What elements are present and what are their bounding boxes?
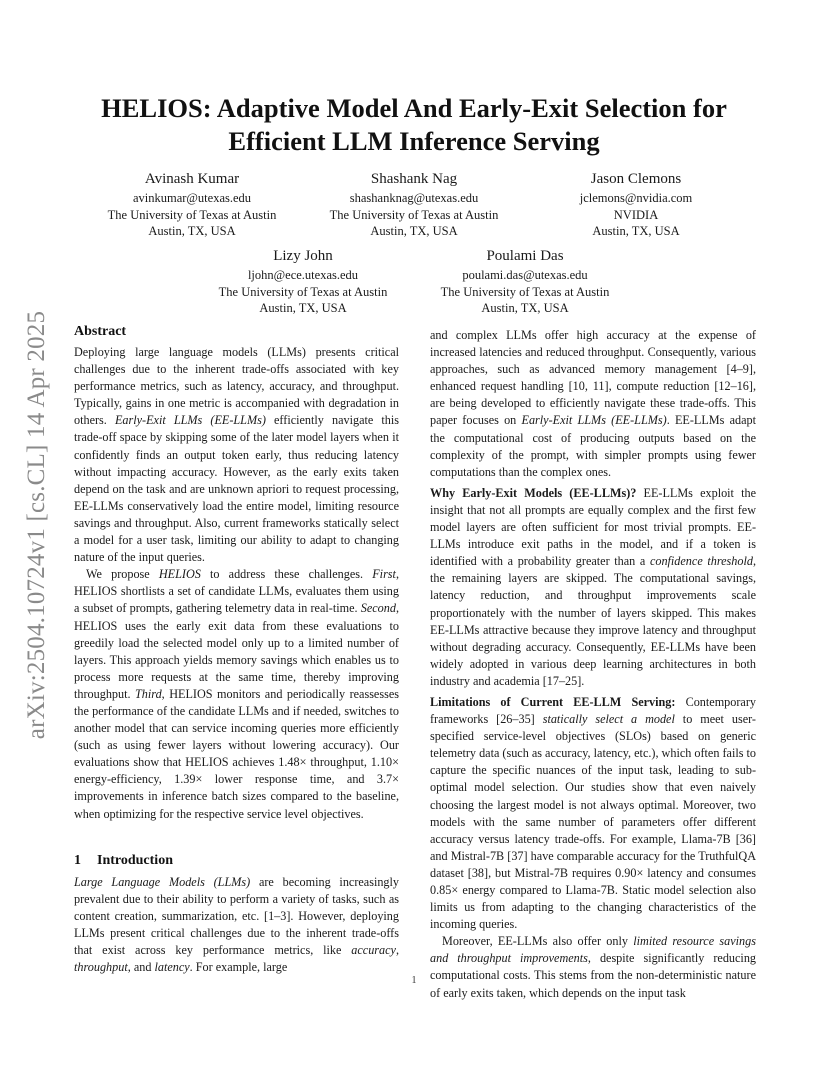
author-email[interactable]: jclemons@nvidia.com xyxy=(579,191,693,205)
arxiv-identifier xyxy=(19,290,55,760)
intro-paragraph: Moreover, EE-LLMs also offer only limited resource savings and throughput improvements, despite significantly reducing computational costs. This stems from the non-deterministic nature of early exits taken, which depends on the input task xyxy=(430,934,757,1000)
author-name: Poulami Das xyxy=(486,248,564,264)
author-name: Jason Clemons xyxy=(590,171,682,187)
author-location: Austin, TX, USA xyxy=(259,301,347,315)
author-block xyxy=(284,170,544,240)
paper-title-line-2: Efficient LLM Inference Serving xyxy=(228,126,600,156)
left-column xyxy=(74,344,399,823)
author-email[interactable]: avinkumar@utexas.edu xyxy=(132,191,252,205)
abstract-paragraph: Deploying large language models (LLMs) presents critical challenges due to the inherent trade-offs associated with key performance metrics, such as latency, accuracy, and throughput. Typically, gains in one metric is accompanied with degradation in others. Early-Exit LLMs (EE-LLMs) efficiently navigate this trade-off space by skipping some of the later model layers when it confidently finds an output token early, thus reducing latency without impacting accuracy. However, as the early exits taken depend on the task and are unknown apriori to request processing, EE-LLMs conservatively load the entire model, limiting resource savings and throughput. Also, current frameworks statically select a model for a user task, limiting our ability to adapt to changing nature of the input queries. xyxy=(74,345,399,565)
page-number: 1 xyxy=(411,975,417,986)
abstract-heading: Abstract xyxy=(74,324,127,339)
introduction-paragraph: Large Language Models (LLMs) are becoming increasingly prevalent due to their ability to perform a variety of tasks, such as content creation, summarization, etc. [1–3]. However, deploying LLMs present critical challenges due to the inherent trade-offs that exist across key performance metrics, like accuracy, throughput, and latency. For example, large xyxy=(74,875,399,975)
paper-title-line-1: HELIOS: Adaptive Model And Early-Exit Selection for xyxy=(101,93,727,123)
author-affiliation: NVIDIA xyxy=(613,207,659,222)
section-title: Introduction xyxy=(97,853,173,868)
paragraph-label: Limitations of Current EE-LLM Serving: xyxy=(430,694,676,709)
author-affiliation: The University of Texas at Austin xyxy=(218,284,388,299)
author-location: Austin, TX, USA xyxy=(481,301,569,315)
arxiv-identifier-text: arXiv:2504.10724v1 [cs.CL] 14 Apr 2025 xyxy=(23,310,51,740)
author-affiliation: The University of Texas at Austin xyxy=(440,284,610,299)
author-name: Lizy John xyxy=(273,248,333,264)
author-location: Austin, TX, USA xyxy=(370,224,458,238)
paragraph-label: Why Early-Exit Models (EE-LLMs)? xyxy=(430,485,637,500)
author-name: Shashank Nag xyxy=(370,171,458,187)
author-location: Austin, TX, USA xyxy=(592,224,680,238)
introduction-heading xyxy=(74,852,173,870)
author-location: Austin, TX, USA xyxy=(148,224,236,238)
author-email[interactable]: poulami.das@utexas.edu xyxy=(462,268,588,282)
author-affiliation: The University of Texas at Austin xyxy=(107,207,277,222)
intro-paragraph: Why Early-Exit Models (EE-LLMs)? EE-LLMs exploit the insight that not all prompts are equally complex and the first few model layers are often sufficient for most trivial prompts. EE-LLMs introduce exit paths in the model, and if a token is identified with a probability greater than a confidence threshold, the remaining layers are skipped. The computational savings, latency reduction, and throughput improvements scale proportionately with the number of layers skipped. This makes EE-LLMs attractive because they improve latency and throughput without degrading accuracy. Consequently, EE-LLMs have been widely adopted in various deep learning architectures in both industry and academia [17–25]. xyxy=(430,485,756,688)
right-column xyxy=(430,327,756,1002)
author-block xyxy=(395,247,655,317)
abstract-paragraph: We propose HELIOS to address these challenges. First, HELIOS shortlists a set of candidate LLMs, evaluates them using a subset of prompts, gathering telemetry data in real-time. Second, HELIOS uses the early exit data from these evaluations to greedily load the selected model only up to a limited number of layers. This approach yields memory savings which enables us to process more requests at the same time, thereby improving throughput. Third, HELIOS monitors and periodically reassesses the performance of the candidate LLMs and if needed, switches to another model that can service incoming queries more efficiently (such as using fewer layers without lowering accuracy). Our evaluations show that HELIOS achieves 1.48× throughput, 1.10× energy-efficiency, 1.39× lower response time, and 3.7× improvements in inference batch sizes compared to the baseline, when optimizing for the respective service level objectives. xyxy=(74,567,399,821)
author-email[interactable]: shashanknag@utexas.edu xyxy=(349,191,479,205)
author-block xyxy=(506,170,766,240)
intro-paragraph: Limitations of Current EE-LLM Serving: Contemporary frameworks [26–35] statically select a model to meet user-specified service-level objectives (SLOs) based on generic telemetry data (such as accuracy, latency, etc.), which often fails to capture the specific nuances of the input task, leading to sub-optimal model selection. Our studies show that even naively choosing the largest model is not always optimal. Moreover, two models with the same number of parameters offer different accuracy versus latency trade-offs. For example, Llama-7B [36] and Mistral-7B [37] have comparable accuracy for the TruthfulQA dataset [38], but Mistral-7B requires 0.90× latency and consumes 0.85× energy compared to Llama-7B. Static model selection also limits us from adapting to the changing characteristics of the incoming queries. xyxy=(430,694,756,932)
author-affiliation: The University of Texas at Austin xyxy=(329,207,499,222)
author-name: Avinash Kumar xyxy=(144,171,240,187)
introduction-text xyxy=(74,874,399,977)
author-email[interactable]: ljohn@ece.utexas.edu xyxy=(247,268,359,282)
paper-title xyxy=(60,92,768,158)
author-block xyxy=(173,247,433,317)
section-number: 1 xyxy=(74,853,81,868)
author-block xyxy=(62,170,322,240)
intro-paragraph: and complex LLMs offer high accuracy at the expense of increased latencies and reduced throughput. Consequently, various approaches, such as advanced memory management [4–9], enhanced request handling [10, 11], compute reduction [12–16], are being developed to efficiently navigate these trade-offs. This paper focuses on Early-Exit LLMs (EE-LLMs). EE-LLMs adapt the computational cost of producing outputs based on the complexity of the prompt, with simpler prompts using fewer computations than the complex ones. xyxy=(430,328,756,479)
